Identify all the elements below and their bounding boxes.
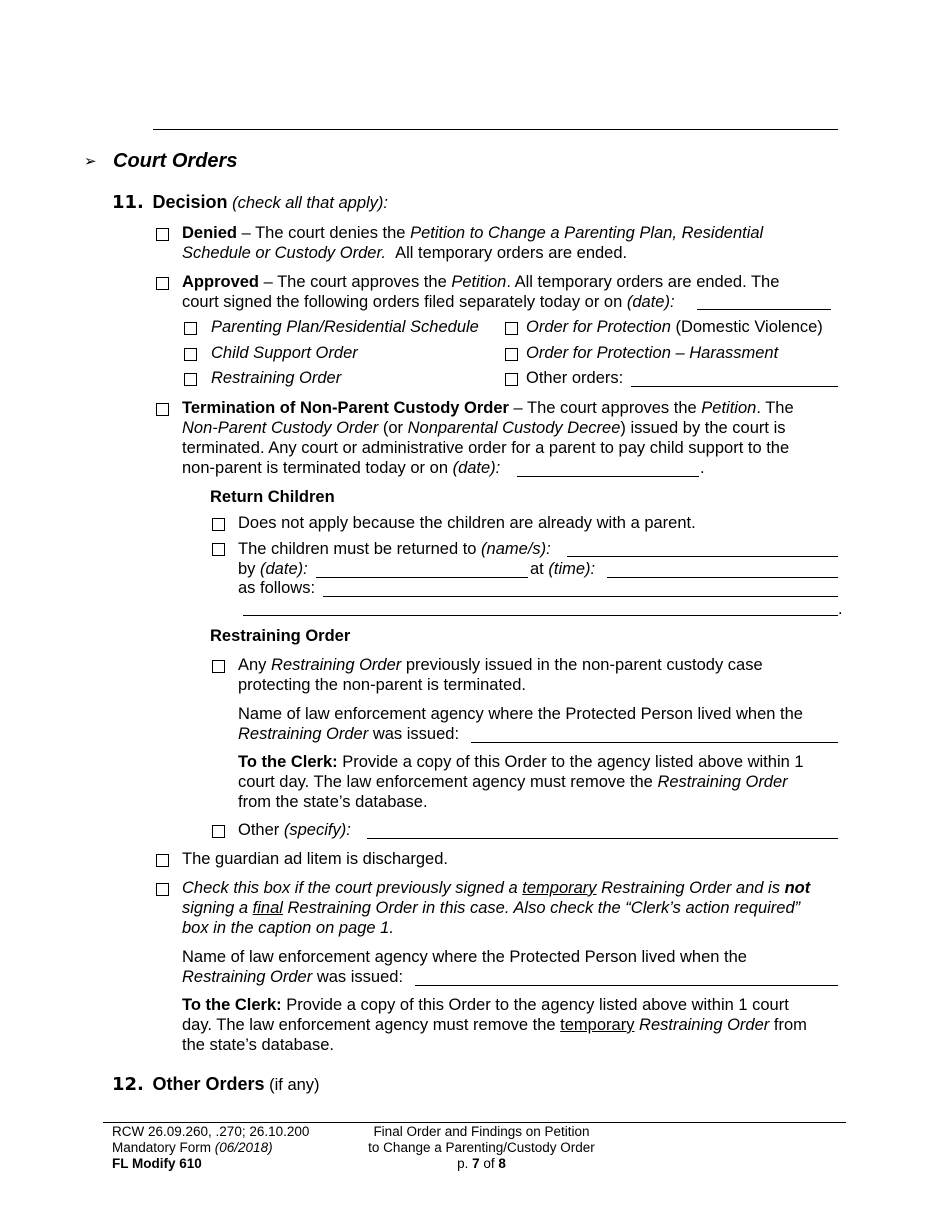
footer-form-id: FL Modify 610 [112,1156,202,1171]
return-names-field[interactable] [567,556,838,557]
temp-ro-line-2 [182,899,800,918]
section-title: Court Orders [113,150,238,172]
approved-label: Approved [182,273,260,291]
footer-title-2: to Change a Parenting/Custody Order [368,1140,595,1155]
termination-today: non-parent is terminated today or on [182,459,453,477]
protection-dv-checkbox[interactable] [505,322,518,335]
termination-line-4 [182,459,500,478]
item-11-header [112,192,388,213]
ro-other-label [238,821,351,840]
termination-npco: Non-Parent Custody Order [182,419,379,437]
approved-text-2: . All temporary orders are ended. The [506,273,780,291]
temp-clerk-line-1 [182,996,789,1015]
temp-ro-line-1 [182,879,810,898]
ro-clerk-title: Restraining Order [657,773,788,791]
termination-line-1 [182,399,794,418]
temp-clerk-line-3: the state’s database. [182,1036,334,1054]
child-support-label: Child Support Order [211,344,358,362]
other-orders-checkbox[interactable] [505,373,518,386]
temp-clerk-text: Provide a copy of this Order to the agency listed above within 1 court [281,996,789,1014]
return-by-line [238,560,308,579]
temp-agency-field[interactable] [415,985,838,986]
protection-dv-type: (Domestic Violence) [670,318,823,336]
return-not-apply-label: Does not apply because the children are already with a parent. [238,514,696,532]
denied-petition-cont: Schedule or Custody Order. [182,244,386,262]
footer-rcw: RCW 26.09.260, .270; 26.10.200 [112,1124,310,1139]
ro-title: Restraining Order [271,656,402,674]
return-at: at [530,560,549,578]
denied-label: Denied [182,224,238,242]
termination-label: Termination of Non-Parent Custody Order [182,399,509,417]
ro-clerk-text-2: court day. The law enforcement agency must remove the [238,773,658,791]
return-children-checkbox[interactable] [212,543,225,556]
section-arrow-icon: ➢ [84,152,97,170]
return-time-field[interactable] [607,577,838,578]
return-date-field[interactable] [316,577,528,578]
return-to-text: The children must be returned to [238,540,482,558]
footer-page-num: 7 [472,1156,480,1171]
ro-agency-field[interactable] [471,742,838,743]
temp-clerk-title: Restraining Order [639,1016,770,1034]
temp-ro-final: final [252,899,283,917]
item-12-number: 12. [112,1074,144,1095]
approved-petition: Petition [451,273,507,291]
temp-agency-line-2 [182,968,403,987]
restraining-line-2: protecting the non-parent is terminated. [238,676,527,694]
protection-harassment-label: Order for Protection – Harassment [526,344,779,362]
termination-text-2: . The [756,399,794,417]
ro-agency-line-2 [238,725,459,744]
footer-center [365,1124,598,1172]
footer-page [365,1156,598,1172]
temp-ro-signing: signing a [182,899,253,917]
guardian-checkbox[interactable] [156,854,169,867]
ro-agency-line-1: Name of law enforcement agency where the Protected Person lived when the [238,705,803,723]
return-period: . [838,600,843,618]
restraining-order-label: Restraining Order [211,369,342,387]
footer-mandatory [112,1140,309,1156]
approved-date-field[interactable] [697,309,831,310]
top-rule [153,129,838,130]
termination-petition: Petition [701,399,757,417]
termination-period: . [700,459,705,477]
return-by: by [238,560,261,578]
termination-checkbox[interactable] [156,403,169,416]
temp-agency-line-1: Name of law enforcement agency where the Protected Person lived when the [182,948,747,966]
temp-ro-text-2: Restraining Order and is [596,879,785,897]
restraining-heading: Restraining Order [210,627,351,645]
ro-clerk-line-3: from the state’s database. [238,793,428,811]
return-names-label: (name/s): [481,540,551,558]
temp-clerk-temporary: temporary [560,1016,635,1034]
ro-clerk-text: Provide a copy of this Order to the agency listed above within 1 [337,753,804,771]
approved-date-label: (date): [626,293,675,311]
denied-temp-orders: All temporary orders are ended. [395,244,628,262]
temp-clerk-text-2: day. The law enforcement agency must remove the [182,1016,561,1034]
footer-page-total: 8 [498,1156,506,1171]
approved-line-2 [182,293,675,312]
footer-mandatory-text: Mandatory Form [112,1140,215,1155]
ro-other-checkbox[interactable] [212,825,225,838]
footer-page-p: p. [457,1156,473,1171]
footer-left [112,1124,309,1172]
return-at-line [530,560,595,579]
temp-ro-line-3: box in the caption on page 1. [182,919,394,937]
termination-text: – The court approves the [508,399,702,417]
return-children-label [238,540,551,559]
approved-text-3: court signed the following orders filed separately today or on [182,293,627,311]
return-date-label: (date): [260,560,308,578]
ro-agency-issued: was issued: [368,725,460,743]
ro-agency-title: Restraining Order [238,725,369,743]
ro-clerk-label: To the Clerk: [238,753,338,771]
approved-text: – The court approves the [259,273,452,291]
child-support-checkbox[interactable] [184,348,197,361]
ro-specify: (specify): [283,821,351,839]
protection-dv-label [526,318,823,337]
footer-page-of: of [479,1156,499,1171]
other-orders-label: Other orders: [526,369,624,387]
denied-checkbox[interactable] [156,228,169,241]
guardian-label: The guardian ad litem is discharged. [182,850,448,868]
approved-checkbox[interactable] [156,277,169,290]
temp-ro-checkbox[interactable] [156,883,169,896]
item-12-title: Other Orders [152,1074,265,1094]
parenting-plan-checkbox[interactable] [184,322,197,335]
termination-line-3: terminated. Any court or administrative order for a parent to pay child support to the [182,439,790,457]
temp-ro-not: not [784,879,811,897]
item-number: 11. [112,192,144,213]
restraining-terminated-checkbox[interactable] [212,660,225,673]
footer-title-1: Final Order and Findings on Petition [373,1124,590,1139]
footer-rule [103,1122,846,1123]
denied-petition: Petition to Change a Parenting Plan, Residential [410,224,764,242]
temp-clerk-label: To the Clerk: [182,996,282,1014]
item-12-subtitle: (if any) [264,1076,320,1094]
temp-ro-temporary: temporary [522,879,597,897]
ro-other-field[interactable] [367,838,838,839]
approved-line-1 [182,273,779,292]
ro-any: Any [238,656,272,674]
parenting-plan-label: Parenting Plan/Residential Schedule [211,318,479,336]
other-orders-field[interactable] [631,386,838,387]
restraining-order-checkbox[interactable] [184,373,197,386]
protection-harassment-checkbox[interactable] [505,348,518,361]
temp-agency-issued: was issued: [312,968,404,986]
temp-clerk-line-2 [182,1016,807,1035]
termination-line-2 [182,419,785,438]
temp-ro-text: Check this box if the court previously signed a [182,879,523,897]
ro-clerk-line-1 [238,753,804,772]
temp-agency-title: Restraining Order [182,968,313,986]
restraining-line-1 [238,656,763,675]
return-not-apply-checkbox[interactable] [212,518,225,531]
item-title: Decision [152,192,228,212]
termination-decree: Nonparental Custody Decree [407,419,621,437]
temp-ro-text-3: Restraining Order in this case. Also check the “Clerk’s action required” [282,899,801,917]
footer-mandatory-date: (06/2018) [214,1140,273,1155]
item-12-header [112,1074,320,1095]
return-children-heading: Return Children [210,488,335,506]
return-time-label: (time): [548,560,596,578]
denied-text: – The court denies the [237,224,411,242]
ro-text: previously issued in the non-parent custody case [401,656,763,674]
return-as-follows-field-2[interactable] [243,615,838,616]
ro-other: Other [238,821,284,839]
denied-line-2 [182,244,627,263]
termination-date-label: (date): [452,459,501,477]
termination-or: (or [378,419,408,437]
temp-clerk-from: from [769,1016,807,1034]
protection-dv-title: Order for Protection [526,318,671,336]
termination-issued: ) issued by the court is [620,419,786,437]
return-as-follows-label: as follows: [238,579,316,597]
denied-line-1 [182,224,763,243]
item-subtitle: (check all that apply): [232,194,389,212]
termination-date-field[interactable] [517,476,699,477]
return-as-follows-field[interactable] [323,596,838,597]
ro-clerk-line-2 [238,773,788,792]
